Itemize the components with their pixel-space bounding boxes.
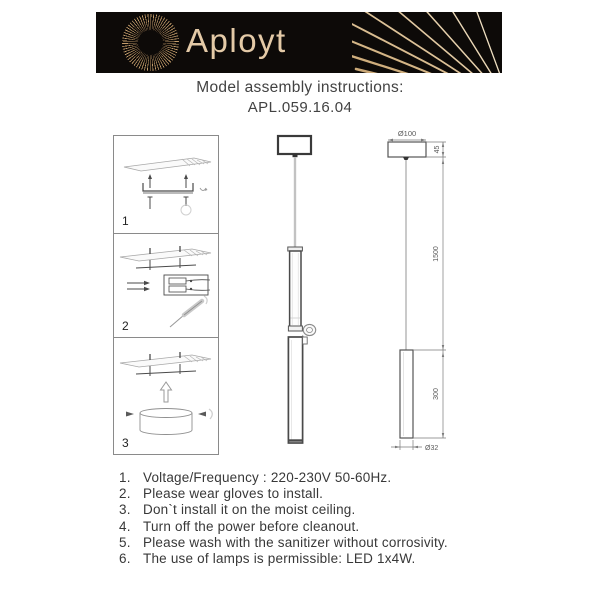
- page-title: Model assembly instructions:: [196, 79, 404, 96]
- step-number: 1: [122, 214, 129, 228]
- instruction-list: [119, 470, 539, 567]
- item-text: Don`t install it on the moist ceiling.: [143, 502, 356, 518]
- canopy-side-view: [388, 142, 426, 160]
- canopy-cylinder-drawing: [140, 409, 192, 435]
- dimension-drawing: [372, 124, 472, 464]
- list-item: [119, 535, 539, 551]
- list-item: [119, 486, 539, 502]
- cable-gland: [403, 157, 409, 160]
- item-number: 3.: [119, 502, 131, 518]
- item-text: The use of lamps is permissible: LED 1x4W.: [143, 551, 416, 567]
- decorative-rays-icon: [352, 12, 502, 73]
- list-item: [119, 551, 539, 567]
- dim-suspension-length: 1500: [433, 246, 440, 262]
- list-item: [119, 502, 539, 518]
- wire-arrows: [127, 281, 150, 291]
- item-number: 2.: [119, 486, 131, 502]
- item-number: 1.: [119, 470, 131, 485]
- upper-tube: [288, 247, 303, 331]
- cable-gland: [293, 154, 298, 157]
- item-number: 6.: [119, 551, 131, 567]
- header-block: [0, 79, 600, 116]
- ceiling-drawing: [124, 158, 211, 171]
- item-text: Turn off the power before cleanout.: [143, 518, 360, 534]
- list-item: [119, 519, 539, 535]
- dim-canopy-diameter: Ø100: [397, 129, 417, 138]
- model-number: APL.059.16.04: [247, 99, 353, 116]
- step-box-1: [113, 135, 219, 234]
- lamp-body-side-view: [400, 350, 413, 438]
- lamp-body-tube: [288, 337, 307, 443]
- step-number: 3: [122, 436, 129, 450]
- step-number: 2: [122, 319, 129, 333]
- up-arrow-icon: [161, 382, 172, 402]
- item-text: Please wear gloves to install.: [143, 486, 324, 502]
- item-text: Please wash with the sanitizer without corrosivity.: [143, 534, 448, 550]
- step-box-2: [113, 233, 219, 338]
- item-number: 5.: [119, 534, 131, 550]
- pendant-exploded-drawing: [264, 132, 334, 454]
- dim-body-height: 300: [433, 388, 440, 400]
- ceiling-drawing: [120, 352, 211, 376]
- terminal-block-drawing: [164, 275, 210, 295]
- mounting-bracket-drawing: [143, 174, 208, 215]
- dim-body-diameter: Ø32: [425, 445, 439, 452]
- dim-canopy-height: 45: [434, 145, 441, 154]
- screwdriver-icon: [170, 296, 207, 327]
- sunburst-logo-icon: [122, 14, 179, 71]
- brand-logo-text: Aployt: [186, 22, 287, 59]
- item-number: 4.: [119, 518, 131, 534]
- step-box-3: [113, 337, 219, 455]
- canopy-front-view: [278, 136, 311, 157]
- ceiling-drawing: [120, 249, 211, 261]
- list-item: [119, 470, 539, 486]
- dimension-lines: [388, 139, 446, 450]
- item-text: Voltage/Frequency : 220-230V 50-60Hz.: [143, 470, 392, 485]
- brand-banner: [96, 12, 502, 73]
